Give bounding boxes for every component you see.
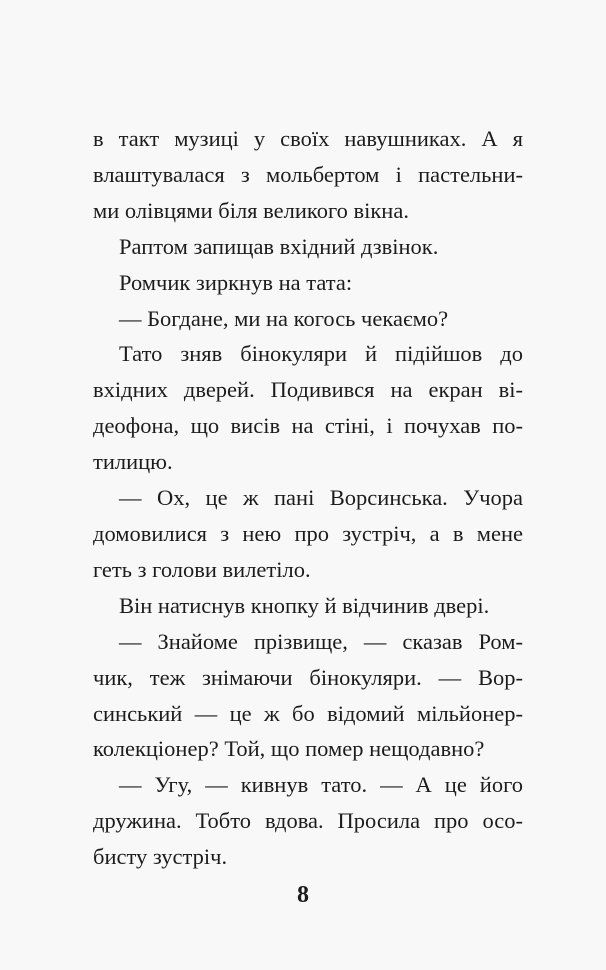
text-line: — Богдане, ми на когось чекаємо?: [119, 305, 449, 331]
text-line: в такт музиці у своїх навушниках. А я: [93, 126, 523, 151]
text-line: геть з голови вилетіло.: [93, 556, 311, 582]
text-line: — Угу, — кивнув тато. — А це його: [119, 772, 523, 798]
text-line: вхідних дверей. Подивився на екран ві-: [93, 377, 523, 403]
text-line: Тато зняв бінокуляри й підійшов до: [119, 341, 523, 367]
text-line: чик, теж знімаючи бінокуляри. — Вор-: [93, 664, 523, 690]
text-line: дружина. Тобто вдова. Просила про осо-: [93, 808, 523, 834]
text-line: — Ох, це ж пані Ворсинська. Учора: [119, 485, 523, 511]
page-body: [93, 121, 523, 875]
text-line: синський — це ж бо відомий мільйонер-: [93, 700, 523, 726]
text-line: колекціонер? Той, що помер нещодавно?: [93, 736, 485, 762]
text-line: влаштувалася з мольбертом і пастельни-: [93, 161, 523, 187]
text-line: бисту зустріч.: [93, 844, 228, 870]
page-number: 8: [297, 882, 309, 908]
text-line: Раптом запищав вхідний дзвінок.: [119, 233, 439, 259]
text-line: тилицю.: [93, 449, 173, 475]
text-line: Він натиснув кнопку й відчинив двері.: [119, 592, 490, 618]
text-line: деофона, що висів на стіні, і почухав по-: [93, 413, 523, 439]
text-line: домовилися з нею про зустріч, а в мене: [93, 520, 523, 546]
text-line: ми олівцями біля великого вікна.: [93, 197, 409, 223]
text-line: Ромчик зиркнув на тата:: [119, 269, 353, 295]
text-line: — Знайоме прізвище, — сказав Ром-: [119, 628, 523, 654]
